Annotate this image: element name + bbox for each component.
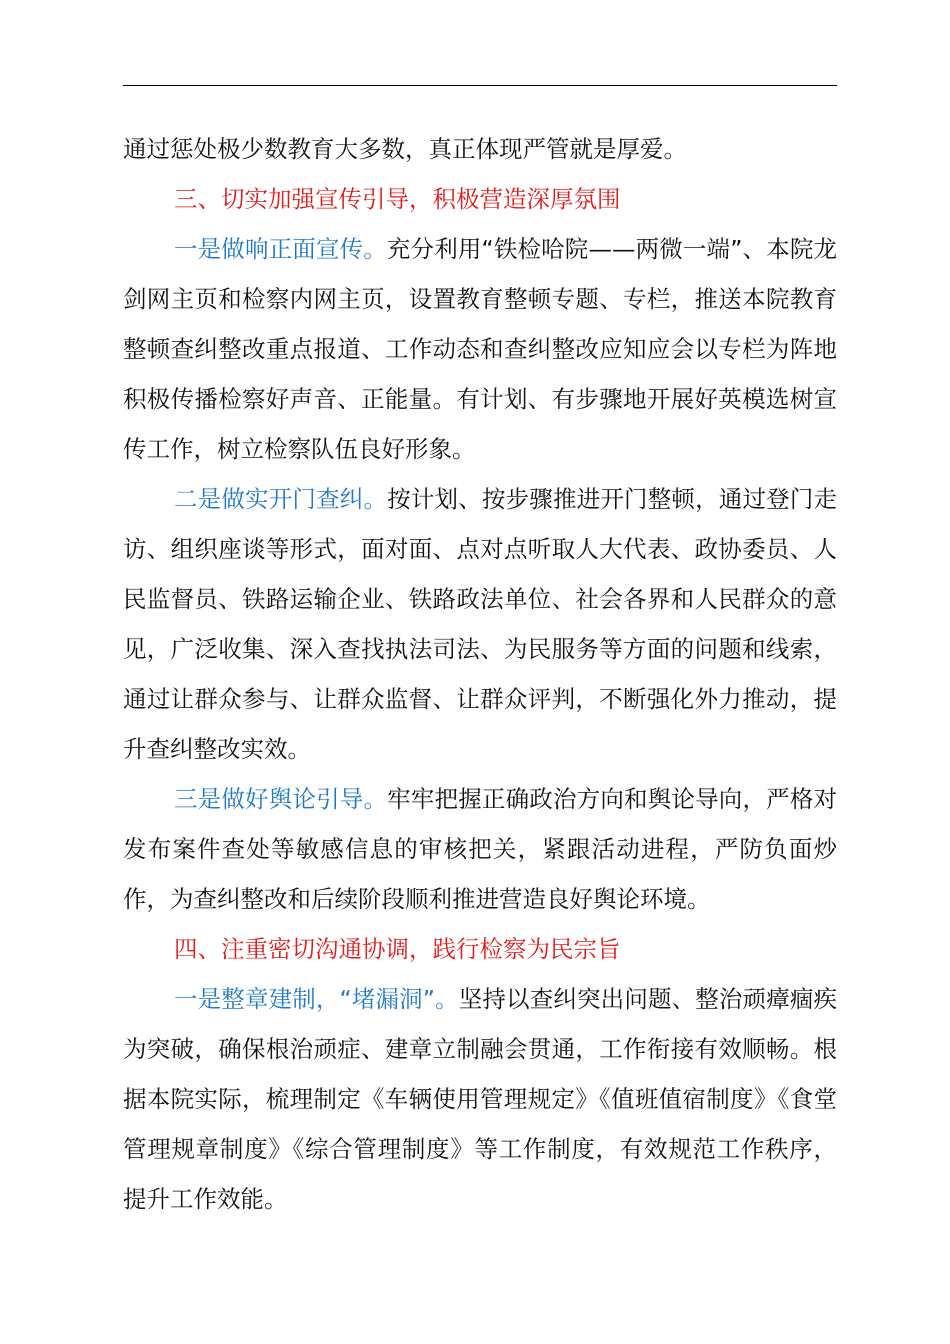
section-heading-3 — [123, 174, 837, 224]
paragraph-regulations — [123, 974, 837, 1224]
header-rule — [123, 85, 837, 86]
paragraph-lead: 三是做好舆论引导。 — [174, 785, 388, 813]
paragraph-text: 牢牢把握正确政治方向和舆论导向，严格对发布案件查处等敏感信息的审核把关，紧跟活动进程，严防负面炒作，为查纠整改和后续阶段顺利推进营造良好舆论环境。 — [123, 785, 838, 913]
paragraph-lead: 一是做响正面宣传。 — [174, 235, 387, 263]
paragraph-publicity — [123, 224, 837, 474]
paragraph-text: 按计划、按步骤推进开门整顿，通过登门走访、组织座谈等形式，面对面、点对点听取人大代表、政协委员、人民监督员、铁路运输企业、铁路政法单位、社会各界和人民群众的意见，广泛收集、深入查找执法司法、为民服务等方面的问题和线索，通过让群众参与、让群众监督、让群众评判，不断强化外力推动，提升查纠整改实效。 — [123, 485, 838, 763]
paragraph-text: 充分利用“铁检哈院——两微一端”、本院龙剑网主页和检察内网主页，设置教育整顿专题、专栏，推送本院教育整顿查纠整改重点报道、工作动态和查纠整改应知应会以专栏为阵地积极传播检察好声音、正能量。有计划、有步骤地开展好英模选树宣传工作，树立检察队伍良好形象。 — [123, 235, 837, 463]
paragraph-continuation — [123, 124, 837, 174]
paragraph-text: 通过惩处极少数教育大多数，真正体现严管就是厚爱。 — [123, 135, 687, 163]
paragraph-lead: 一是整章建制，“堵漏洞”。 — [174, 985, 459, 1013]
paragraph-open-inspection — [123, 474, 837, 774]
document-body — [123, 124, 837, 1224]
paragraph-text: 坚持以查纠突出问题、整治顽瘴痼疾为突破，确保根治顽症、建章立制融会贯通，工作衔接有效顺畅。根据本院实际，梳理制定《车辆使用管理规定》《值班值宿制度》《食堂管理规章制度》《综合管理制度》等工作制度，有效规范工作秩序，提升工作效能。 — [123, 985, 837, 1213]
heading-text: 四、注重密切沟通协调，践行检察为民宗旨 — [174, 935, 621, 963]
paragraph-opinion-guidance — [123, 774, 837, 924]
paragraph-lead: 二是做实开门查纠。 — [174, 485, 388, 513]
section-heading-4 — [123, 924, 837, 974]
heading-text: 三、切实加强宣传引导，积极营造深厚氛围 — [174, 185, 621, 213]
